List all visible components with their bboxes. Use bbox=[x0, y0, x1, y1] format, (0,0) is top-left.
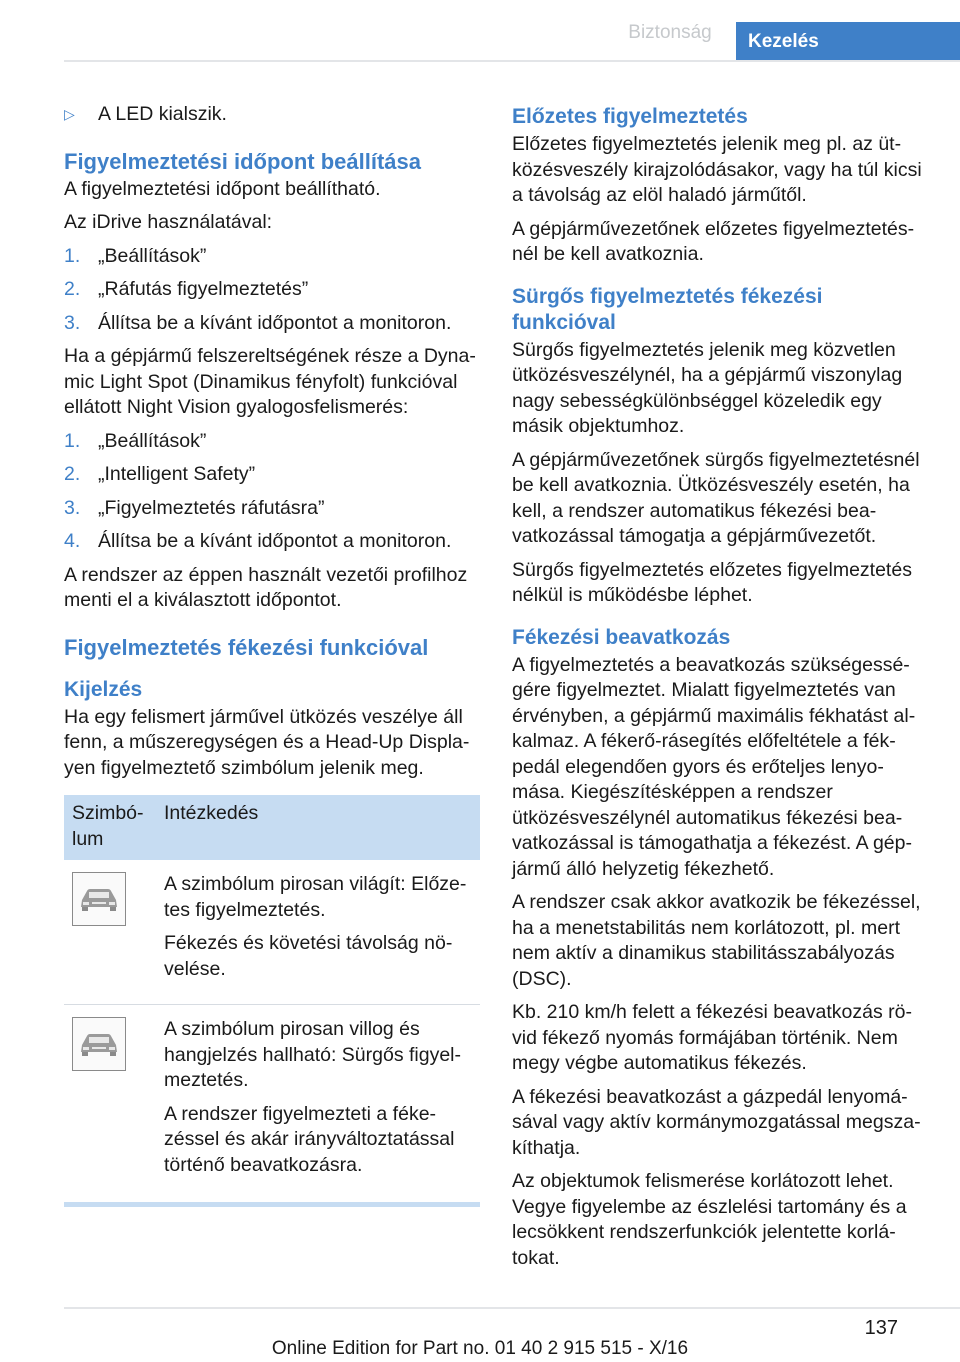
paragraph: Az iDrive használatával: bbox=[64, 211, 273, 233]
paragraph: A fékezési beavatkozást a gázpedál lenyomásával vagy aktív kormánymozgatással megszakíthatja. bbox=[512, 1085, 921, 1159]
paragraph: A gépjárművezetőnek előzetes figyelmeztetésnél be kell avatkoznia. bbox=[512, 217, 915, 265]
heading-brake-intervention: Fékezési beavatkozás bbox=[512, 625, 731, 649]
table-row bbox=[64, 860, 480, 1005]
table-bottom-bar bbox=[64, 1202, 480, 1207]
page-header bbox=[0, 0, 960, 62]
footer-divider bbox=[64, 1307, 960, 1309]
right-column bbox=[512, 96, 928, 1279]
table-row bbox=[64, 1005, 480, 1201]
symbol-cell bbox=[64, 1005, 156, 1201]
step-number: 1. bbox=[64, 429, 81, 452]
list-item bbox=[64, 462, 478, 488]
paragraph: A figyelmeztetési időpont beállítható. bbox=[64, 177, 381, 200]
symbol-table bbox=[64, 795, 480, 1200]
car-front-icon bbox=[72, 1017, 126, 1071]
header-divider bbox=[64, 60, 960, 62]
paragraph: A figyelmeztetés a beavatkozás szükségességére figyelmeztet. Mialatt figyelmeztetés van érvényben, a gépjármű maximális fékhatást alkalmaz. A fékerő-rásegítés előfeltétele a fékpedál elegendően gyors és erőteljes lenyomása. Kiegészítésképpen a rendszer ütközésveszélynél automatikus fékezési beavatkozással is támogathatja a fékezést. A gépjármű álló helyzetig fékezhető. bbox=[512, 653, 916, 880]
header-tab-kezeles[interactable]: Kezelés bbox=[736, 22, 960, 62]
left-column bbox=[64, 96, 478, 1207]
paragraph: A gépjárművezetőnek sürgős figyelmeztetésnél be kell avatkoznia. Ütközésveszély esetén, ha kell, a rendszer automatikus fékezési beavatkozással támogatja a gépjárművezetőt. bbox=[512, 448, 920, 547]
heading-brake-warning: Figyelmeztetés fékezési funkcióval bbox=[64, 634, 429, 660]
action-cell bbox=[156, 860, 480, 1005]
paragraph: Előzetes figyelmeztetés jelenik meg pl. az ütközésveszély kirajzolódásakor, vagy ha túl kicsi a távolság az elöl haladó járműtől. bbox=[512, 133, 922, 206]
action-text: A rendszer figyelmezteti a fékezéssel és akár irányváltoztatással történő beavatkozásra. bbox=[164, 1102, 455, 1176]
heading-pre-warning: Előzetes figyelmeztetés bbox=[512, 105, 748, 128]
header-tab-biztonsag[interactable]: Biztonság bbox=[628, 22, 712, 43]
list-item bbox=[64, 311, 478, 337]
list-item bbox=[64, 496, 478, 522]
list-item bbox=[64, 244, 478, 270]
heading-urgent-warning: Sürgős figyelmeztetés fékezési funkcióval bbox=[512, 284, 823, 334]
triangle-bullet-icon: ▷ bbox=[64, 106, 75, 122]
column-header-action: Intézkedés bbox=[156, 795, 480, 860]
steps-list-night-vision bbox=[64, 429, 478, 555]
paragraph: Ha a gépjármű felszereltségének része a Dynamic Light Spot (Dinamikus fényfolt) funkcióval ellátott Night Vision gyalogosfelismerés: bbox=[64, 345, 476, 418]
edition-note: Online Edition for Part no. 01 40 2 915 515 - X/16 bbox=[271, 1338, 689, 1359]
action-text: A szimbólum pirosan világít: Előzetes figyelmeztetés. bbox=[164, 873, 467, 921]
paragraph: A rendszer az éppen használt vezetői profilhoz menti el a kiválasztott időpontot. bbox=[64, 563, 468, 611]
step-number: 1. bbox=[64, 244, 81, 267]
step-text: „Figyelmeztetés ráfutásra” bbox=[98, 496, 325, 519]
table-header-row bbox=[64, 795, 480, 860]
step-text: „Ráfutás figyelmeztetés” bbox=[98, 278, 309, 300]
symbol-cell bbox=[64, 860, 156, 1005]
paragraph: Sürgős figyelmeztetés előzetes figyelmeztetés nélkül is működésbe léphet. bbox=[512, 558, 912, 606]
step-number: 3. bbox=[64, 311, 81, 334]
step-number: 2. bbox=[64, 278, 81, 300]
bullet-text: A LED kialszik. bbox=[98, 103, 227, 125]
action-text: Fékezés és követési távolság növelése. bbox=[164, 932, 453, 980]
step-text: „Beállítások” bbox=[98, 429, 207, 452]
page-number: 137 bbox=[864, 1317, 898, 1339]
step-text: „Intelligent Safety” bbox=[98, 463, 256, 485]
list-item bbox=[64, 429, 478, 455]
column-header-symbol: Szimbólum bbox=[64, 795, 156, 860]
steps-list-idrive bbox=[64, 244, 478, 337]
paragraph: A rendszer csak akkor avatkozik be fékezéssel, ha a menetstabilitás nem korlátozott, pl. mert nem aktív a dinamikus stabilitásszabályozás (DSC). bbox=[512, 891, 921, 990]
action-text: A szimbólum pirosan villog és hangjelzés hallható: Sürgős figyelmeztetés. bbox=[164, 1018, 462, 1091]
step-text: Állítsa be a kívánt időpontot a monitoron. bbox=[98, 530, 452, 552]
step-number: 3. bbox=[64, 496, 81, 519]
action-cell bbox=[156, 1005, 480, 1201]
paragraph: Ha egy felismert járművel ütközés veszélye áll fenn, a műszeregységen és a Head-Up Displayen figyelmeztető szimbólum jelenik meg. bbox=[64, 705, 470, 779]
step-text: „Beállítások” bbox=[98, 244, 207, 267]
car-front-icon bbox=[72, 872, 126, 926]
paragraph: Az objektumok felismerése korlátozott lehet. Vegye figyelembe az észlelési tartomány és a lecsökkent rendszerfunkciók jelentette korlátokat. bbox=[512, 1170, 907, 1269]
step-text: Állítsa be a kívánt időpontot a monitoron. bbox=[98, 311, 452, 334]
paragraph: Kb. 210 km/h felett a fékezési beavatkozás rövid fékező nyomás formájában történik. Nem megy végbe automatikus fékezés. bbox=[512, 1001, 912, 1074]
bullet-item bbox=[64, 102, 478, 128]
paragraph: Sürgős figyelmeztetés jelenik meg közvetlen ütközésveszélynél, ha a gépjármű viszonylag nagy sebességkülönbséggel közeledik egy másik objektumhoz. bbox=[512, 338, 903, 437]
step-number: 4. bbox=[64, 530, 81, 552]
list-item bbox=[64, 529, 478, 555]
heading-display: Kijelzés bbox=[64, 677, 143, 701]
step-number: 2. bbox=[64, 463, 81, 485]
list-item bbox=[64, 277, 478, 303]
heading-warning-time: Figyelmeztetési időpont beállítása bbox=[64, 148, 421, 174]
